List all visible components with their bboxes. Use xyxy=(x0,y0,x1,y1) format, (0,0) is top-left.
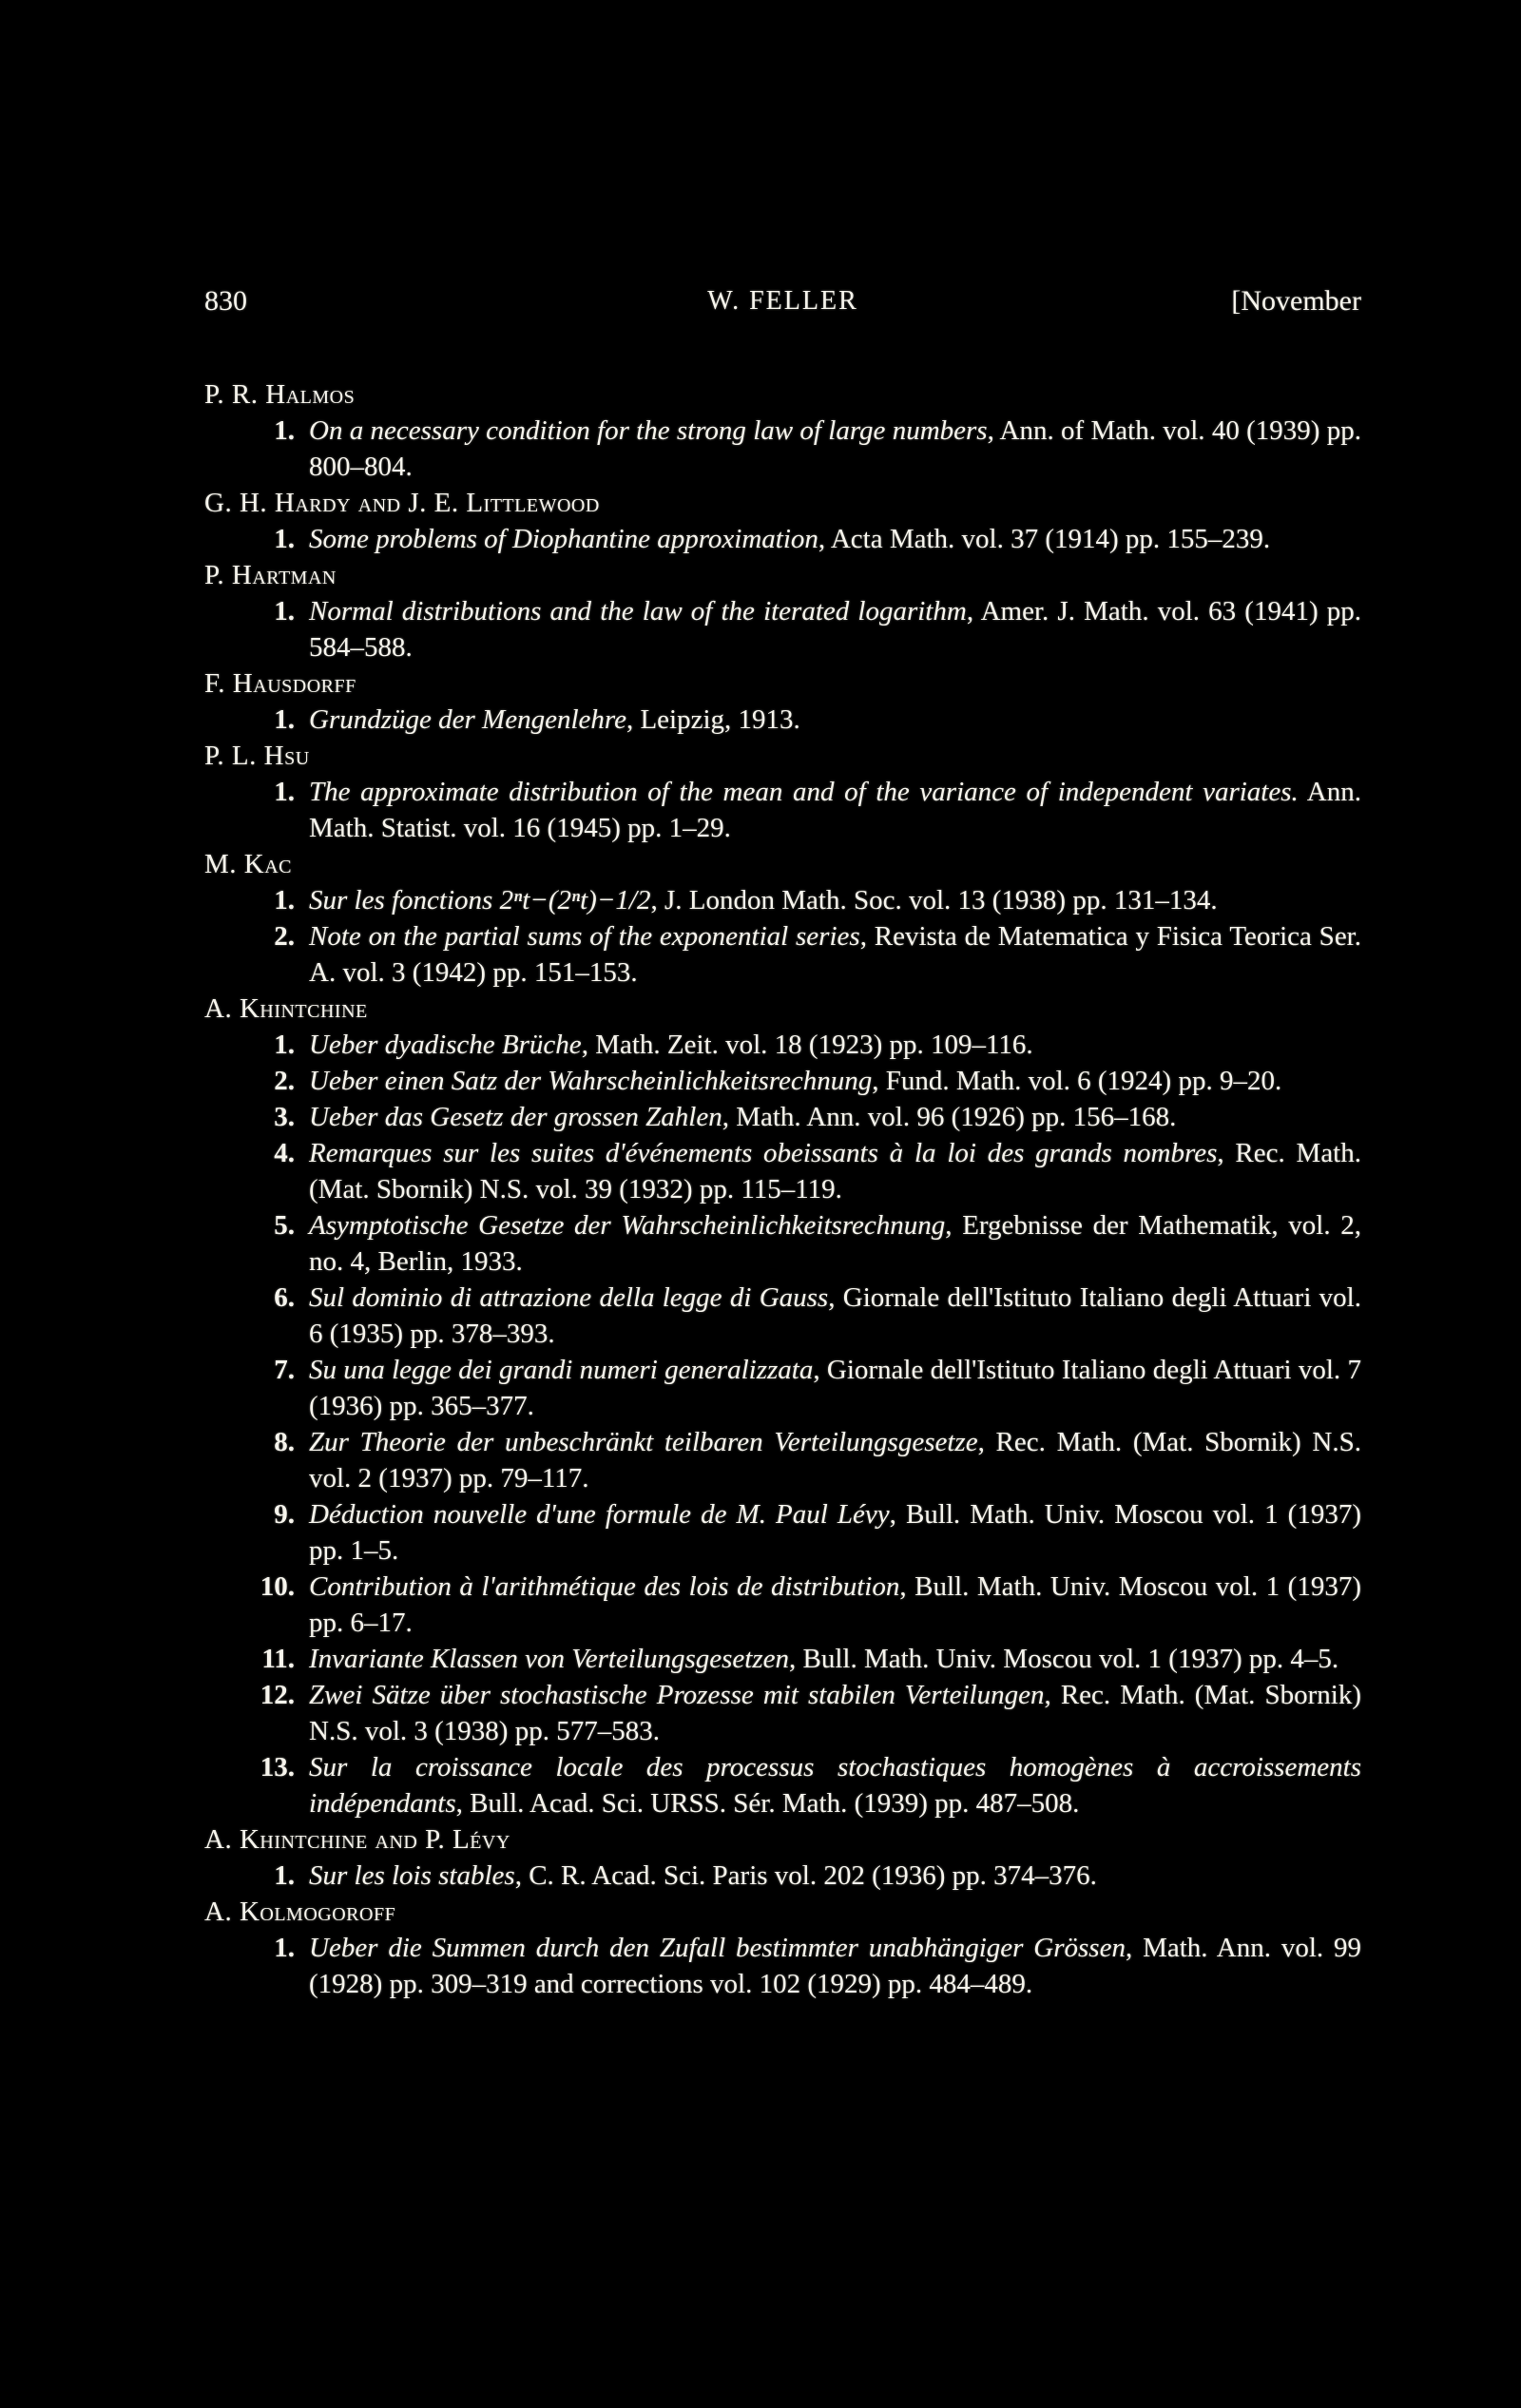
entry-title: Sur les lois stables xyxy=(309,1860,515,1891)
bibliography-entry xyxy=(204,1352,1361,1424)
entry-reference: , Math. Zeit. vol. 18 (1923) pp. 109–116. xyxy=(581,1030,1033,1060)
entry-title: Grundzüge der Mengenlehre xyxy=(309,704,626,735)
bibliography-author: G. H. Hardy and J. E. Littlewood xyxy=(204,488,600,518)
entry-number: 11. xyxy=(261,1644,295,1674)
entry-title: Invariante Klassen von Verteilungsgesetzen xyxy=(309,1644,789,1674)
entry-reference: , Rec. Math. (Mat. Sbornik) N.S. vol. 2 (1937) pp. 79–117. xyxy=(309,1427,1361,1493)
bibliography-author: A. Khintchine and P. Lévy xyxy=(204,1824,510,1855)
bibliography-entry xyxy=(204,1641,1361,1677)
entry-title: Some problems of Diophantine approximation xyxy=(309,524,818,554)
entry-title: Ueber dyadische Brüche xyxy=(309,1030,582,1060)
entry-title: Su una legge dei grandi numeri generalizzata xyxy=(309,1355,814,1385)
entry-title: Contribution à l'arithmétique des lois de distribution xyxy=(309,1571,900,1602)
entry-number: 12. xyxy=(260,1680,295,1710)
entry-number: 1. xyxy=(274,1933,295,1963)
entry-title: Sul dominio di attrazione della legge di Gauss xyxy=(309,1282,829,1313)
entry-title: Asymptotische Gesetze der Wahrscheinlichkeitsrechnung xyxy=(309,1210,946,1241)
bibliography-entry xyxy=(204,1280,1361,1352)
entry-title: Ueber die Summen durch den Zufall bestimmter unabhängiger Grössen xyxy=(309,1933,1126,1963)
bibliography-author: P. Hartman xyxy=(204,560,337,590)
entry-title: Sur la croissance locale des processus stochastiques homogènes à accroissements indépendants xyxy=(309,1752,1361,1819)
entry-number: 1. xyxy=(274,1030,295,1060)
entry-title: Remarques sur les suites d'événements obeissants à la loi des grands nombres xyxy=(309,1138,1218,1168)
page-number: 830 xyxy=(204,285,247,317)
entry-reference: , Giornale dell'Istituto Italiano degli Attuari vol. 6 (1935) pp. 378–393. xyxy=(309,1282,1361,1349)
entry-reference: , Ergebnisse der Mathematik, vol. 2, no. 4, Berlin, 1933. xyxy=(309,1210,1361,1277)
entry-number: 1. xyxy=(274,596,295,626)
bibliography-entry xyxy=(204,1858,1361,1894)
bibliography-entry xyxy=(204,1496,1361,1569)
entry-title: On a necessary condition for the strong law of large numbers xyxy=(309,415,988,446)
entry-reference: , Bull. Math. Univ. Moscou vol. 1 (1937) pp. 6–17. xyxy=(309,1571,1361,1638)
entry-title: Note on the partial sums of the exponential series xyxy=(309,921,860,952)
entry-number: 10. xyxy=(260,1571,295,1602)
bibliography-author: A. Kolmogoroff xyxy=(204,1897,396,1927)
entry-number: 6. xyxy=(274,1282,295,1313)
entry-number: 9. xyxy=(274,1499,295,1530)
bibliography-author: A. Khintchine xyxy=(204,993,368,1024)
entry-reference: , Bull. Acad. Sci. URSS. Sér. Math. (1939) pp. 487–508. xyxy=(455,1788,1080,1819)
bibliography-entry xyxy=(204,702,1361,738)
bibliography-author: M. Kac xyxy=(204,849,293,879)
entry-number: 7. xyxy=(274,1355,295,1385)
entry-number: 1. xyxy=(274,885,295,915)
entry-number: 8. xyxy=(274,1427,295,1457)
issue-month-label: [November xyxy=(1231,285,1361,317)
entry-title: Déduction nouvelle d'une formule de M. Paul Lévy xyxy=(309,1499,890,1530)
entry-number: 3. xyxy=(274,1102,295,1132)
entry-number: 1. xyxy=(274,415,295,446)
bibliography-entry xyxy=(204,521,1361,557)
entry-reference: , Math. Ann. vol. 96 (1926) pp. 156–168. xyxy=(722,1102,1177,1132)
entry-reference: , Ann. of Math. vol. 40 (1939) pp. 800–804. xyxy=(309,415,1361,482)
entry-title: Zur Theorie der unbeschränkt teilbaren Verteilungsgesetze xyxy=(309,1427,978,1457)
entry-reference: Ann. Math. Statist. vol. 16 (1945) pp. 1–29. xyxy=(309,777,1361,843)
entry-reference: , Leipzig, 1913. xyxy=(626,704,800,735)
entry-number: 13. xyxy=(260,1752,295,1782)
bibliography-entry xyxy=(204,882,1361,918)
bibliography-entry xyxy=(204,413,1361,485)
entry-number: 2. xyxy=(274,1066,295,1096)
entry-reference: , Fund. Math. vol. 6 (1924) pp. 9–20. xyxy=(872,1066,1282,1096)
entry-title: Sur les fonctions 2ⁿt−(2ⁿt)−1/2 xyxy=(309,885,651,915)
entry-reference: , Acta Math. vol. 37 (1914) pp. 155–239. xyxy=(818,524,1271,554)
entry-title: Ueber einen Satz der Wahrscheinlichkeitsrechnung xyxy=(309,1066,873,1096)
bibliography-entry xyxy=(204,1063,1361,1099)
entry-title: The approximate distribution of the mean and of the variance of independent variates. xyxy=(309,777,1299,807)
entry-reference: , Bull. Math. Univ. Moscou vol. 1 (1937) pp. 4–5. xyxy=(789,1644,1339,1674)
bibliography-author: P. L. Hsu xyxy=(204,741,310,771)
bibliography-entry xyxy=(204,593,1361,665)
entry-reference: , Rec. Math. (Mat. Sbornik) N.S. vol. 39 (1932) pp. 115–119. xyxy=(309,1138,1361,1204)
entry-reference: , J. London Math. Soc. vol. 13 (1938) pp. 131–134. xyxy=(650,885,1218,915)
bibliography-entry xyxy=(204,1207,1361,1280)
bibliography-entry xyxy=(204,1027,1361,1063)
bibliography-author: P. R. Halmos xyxy=(204,379,356,410)
bibliography-entry xyxy=(204,1930,1361,2002)
entry-title: Normal distributions and the law of the iterated logarithm xyxy=(309,596,967,626)
bibliography-entry xyxy=(204,1424,1361,1496)
bibliography-entry xyxy=(204,1099,1361,1135)
entry-reference: , Bull. Math. Univ. Moscou vol. 1 (1937) pp. 1–5. xyxy=(309,1499,1361,1566)
bibliography-entry xyxy=(204,1569,1361,1641)
running-head xyxy=(204,285,1361,325)
entry-reference: , Revista de Matematica y Fisica Teorica Ser. A. vol. 3 (1942) pp. 151–153. xyxy=(309,921,1361,988)
entry-number: 1. xyxy=(274,704,295,735)
entry-title: Zwei Sätze über stochastische Prozesse mit stabilen Verteilungen xyxy=(309,1680,1045,1710)
entry-reference: , C. R. Acad. Sci. Paris vol. 202 (1936) pp. 374–376. xyxy=(514,1860,1097,1891)
bibliography-author: F. Hausdorff xyxy=(204,668,356,699)
bibliography-entry xyxy=(204,1749,1361,1821)
running-title: W. FELLER xyxy=(707,286,858,316)
entry-reference: , Amer. J. Math. vol. 63 (1941) pp. 584–588. xyxy=(309,596,1361,663)
entry-number: 1. xyxy=(274,1860,295,1891)
bibliography-entry xyxy=(204,1677,1361,1749)
entry-number: 1. xyxy=(274,777,295,807)
entry-number: 4. xyxy=(274,1138,295,1168)
entry-reference: , Giornale dell'Istituto Italiano degli Attuari vol. 7 (1936) pp. 365–377. xyxy=(309,1355,1361,1421)
entry-title: Ueber das Gesetz der grossen Zahlen xyxy=(309,1102,722,1132)
bibliography-list xyxy=(204,376,1361,2002)
entry-number: 1. xyxy=(274,524,295,554)
bibliography-entry xyxy=(204,1135,1361,1207)
entry-number: 5. xyxy=(274,1210,295,1241)
bibliography-entry xyxy=(204,774,1361,846)
entry-reference: , Rec. Math. (Mat. Sbornik) N.S. vol. 3 (1938) pp. 577–583. xyxy=(309,1680,1361,1746)
entry-reference: , Math. Ann. vol. 99 (1928) pp. 309–319 and corrections vol. 102 (1929) pp. 484–489. xyxy=(309,1933,1361,1999)
entry-number: 2. xyxy=(274,921,295,952)
bibliography-entry xyxy=(204,918,1361,991)
